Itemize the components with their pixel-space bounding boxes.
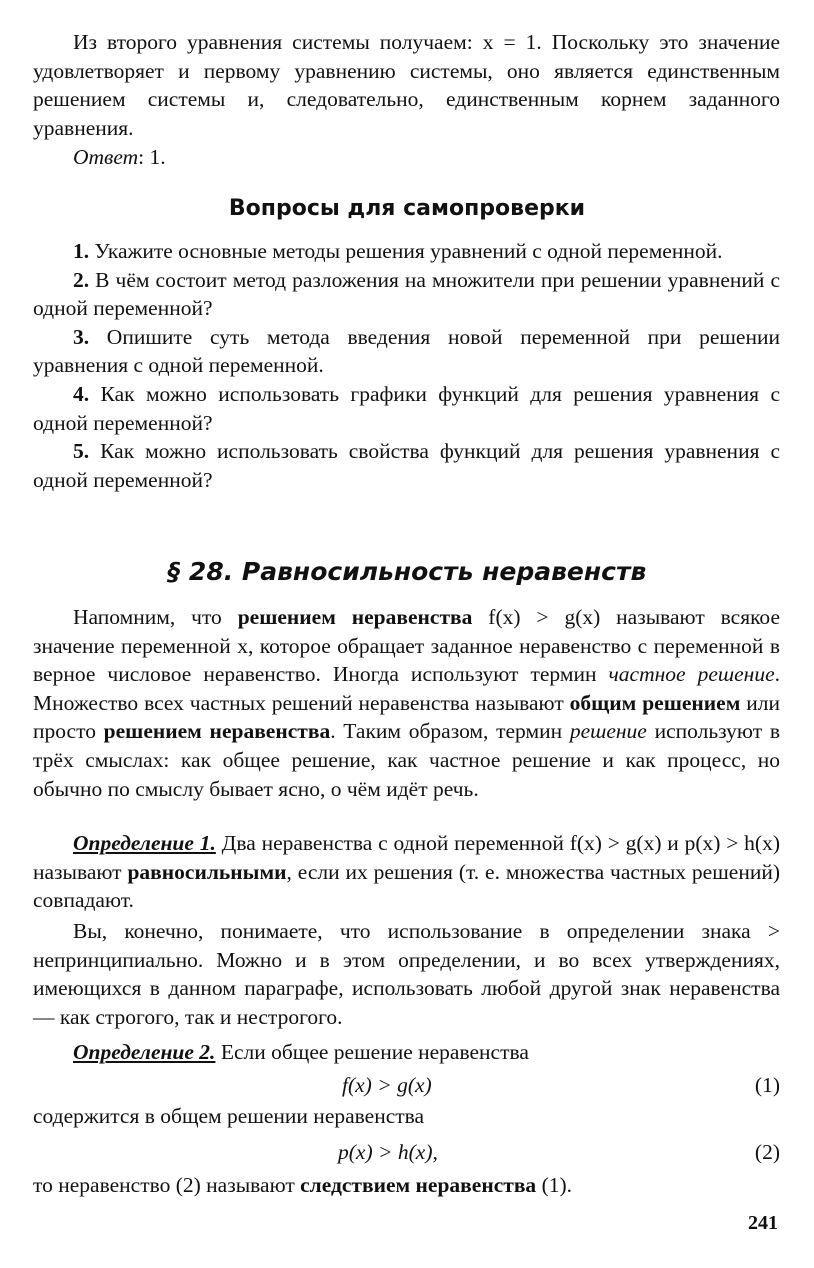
definition-2-middle: содержится в общем решении неравенства	[33, 1104, 425, 1128]
intro-text: Из второго уравнения системы получаем: x = 1. Поскольку это значение удовлетворяет и первому уравнению системы, оно является единственным решением системы и, следовательно, единственным корнем заданного уравнения.	[33, 30, 780, 140]
questions-list	[33, 237, 780, 494]
definition-2-intro: Определение 2. Если общее решение неравенства	[73, 1040, 529, 1064]
section-heading: § 28. Равносильность неравенств	[167, 557, 647, 586]
section-paragraph-2: Вы, конечно, понимаете, что использование в определении знака > непринципиально. Можно и в этом определении, и во всех утверждениях, имеющихся в данном параграфе, использовать любой другой знак неравенства — как строгого, так и нестрогого.	[33, 919, 780, 1029]
definition-2-label: Определение 2.	[73, 1040, 216, 1064]
question-item: 2. В чём состоит метод разложения на множители при решении уравнений с одной переменной?	[33, 267, 780, 321]
formula-1: f(x) > g(x)	[342, 1073, 432, 1097]
answer-label: Ответ	[73, 145, 139, 169]
definition-1: Определение 1. Два неравенства с одной переменной f(x) > g(x) и p(x) > h(x) называют равносильными, если их решения (т. е. множества частных решений) совпадают.	[33, 831, 780, 913]
formula-2-number: (2)	[754, 1140, 780, 1164]
answer-line	[33, 143, 780, 172]
question-item: 4. Как можно использовать графики функций для решения уравнения с одной переменной?	[33, 381, 780, 435]
question-item: 1. Укажите основные методы решения уравнений с одной переменной.	[73, 239, 723, 263]
definition-2-end: то неравенство (2) называют следствием неравенства (1).	[33, 1173, 573, 1197]
questions-heading: Вопросы для самопроверки	[228, 196, 586, 221]
question-item: 3. Опишите суть метода введения новой переменной при решении уравнения с одной переменной.	[33, 324, 780, 378]
formula-2: p(x) > h(x),	[338, 1140, 438, 1164]
question-item: 5. Как можно использовать свойства функций для решения уравнения с одной переменной?	[33, 439, 780, 492]
answer-value: : 1.	[138, 145, 166, 169]
definition-1-label: Определение 1.	[73, 831, 216, 855]
page-number: 241	[748, 1212, 778, 1234]
section-paragraph-1: Напомним, что решением неравенства f(x) > g(x) называют всякое значение переменной x, которое обращает заданное неравенство с переменной в верное числовое неравенство. Иногда используют термин частное решение. Множество всех частных решений неравенства называют общим решением или просто решением неравенства. Таким образом, термин решение используют в трёх смыслах: как общее решение, как частное решение и как процесс, но обычно по смыслу бывает ясно, о чём идёт речь.	[33, 605, 781, 801]
intro-paragraph	[33, 28, 780, 142]
formula-1-number: (1)	[754, 1073, 780, 1097]
